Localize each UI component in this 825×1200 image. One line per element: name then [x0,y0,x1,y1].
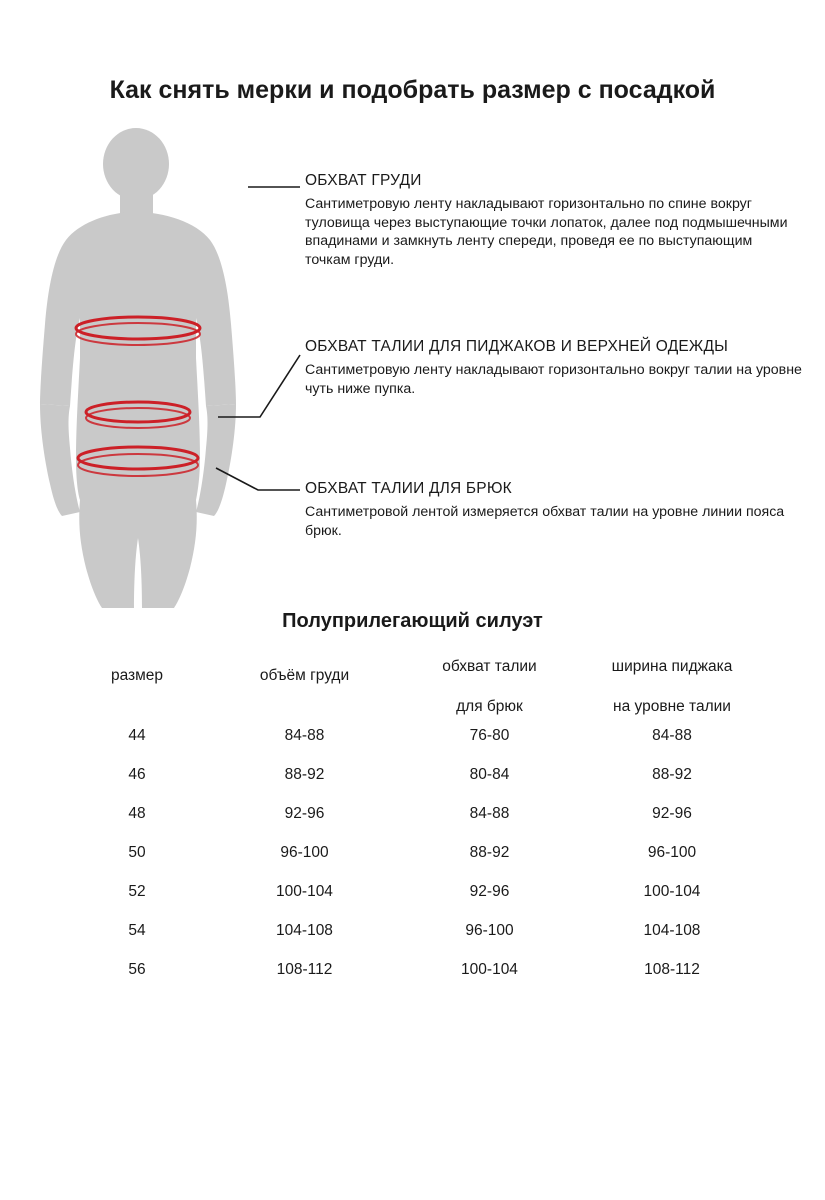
cell-jacket: 100-104 [643,882,701,900]
callout-chest-body: Сантиметровую ленту накладывают горизонтально по спине вокруг туловища через выступающие точки лопаток, далее под подмышечными впадинами и замкнуть ленту спереди, проведя ее по выступающим точкам груди. [305,196,788,269]
cell-waist: 92-96 [469,882,510,900]
cell-chest: 88-92 [284,765,325,783]
callout-trouser-waist-title: ОБХВАТ ТАЛИИ ДЛЯ БРЮК [305,480,512,497]
cell-waist: 84-88 [469,804,510,822]
cell-jacket: 92-96 [652,804,692,822]
cell-jacket: 84-88 [652,726,692,744]
table-row [62,950,762,989]
table-header-jacket-line2: на уровне талии [613,698,731,715]
table-row [62,911,762,950]
cell-chest: 96-100 [280,843,329,861]
callout-jacket-waist [305,338,805,398]
callout-trouser-waist-body: Сантиметровой лентой измеряется обхват талии на уровне линии пояса брюк. [305,504,785,539]
size-table [62,658,762,989]
page-title: Как снять мерки и подобрать размер с посадкой [109,76,716,104]
callout-jacket-waist-body: Сантиметровую ленту накладывают горизонтально вокруг талии на уровне чуть ниже пупка. [305,362,802,397]
cell-size: 46 [128,765,146,783]
cell-chest: 92-96 [284,804,325,822]
cell-size: 52 [128,882,146,900]
figure-body-shape [40,128,236,608]
table-row [62,872,762,911]
table-header-size [62,658,212,716]
table-header-chest [212,658,397,716]
cell-chest: 100-104 [276,882,333,900]
callout-chest-title: ОБХВАТ ГРУДИ [305,172,422,189]
cell-size: 44 [128,726,146,744]
cell-chest: 108-112 [276,960,333,978]
callout-chest [305,172,795,270]
cell-jacket: 96-100 [647,843,697,861]
table-row [62,794,762,833]
callout-trouser-waist [305,480,795,540]
cell-jacket: 108-112 [644,960,700,978]
cell-waist: 88-92 [469,843,510,861]
table-header-waist-line2: для брюк [456,698,523,715]
table-row [62,833,762,872]
table-row [62,755,762,794]
cell-waist: 76-80 [469,726,510,744]
table-header-size-line1: размер [110,667,164,684]
cell-chest: 84-88 [284,726,325,744]
table-header-waist [397,658,582,716]
cell-jacket: 88-92 [652,765,692,783]
cell-size: 48 [128,804,146,822]
cell-chest: 104-108 [276,921,333,939]
table-header-jacket-line1: ширина пиджака [611,658,733,675]
table-header-jacket [582,658,762,716]
table-row [62,716,762,755]
cell-jacket: 104-108 [643,921,701,939]
table-header-chest-line1: объём груди [259,667,350,684]
cell-waist: 80-84 [469,765,510,783]
cell-size: 56 [128,960,146,978]
cell-waist: 100-104 [461,960,518,978]
cell-waist: 96-100 [465,921,514,939]
cell-size: 50 [128,843,146,861]
table-header-waist-line1: обхват талии [442,658,537,675]
body-figure [18,128,288,608]
cell-size: 54 [128,921,146,939]
size-table-title: Полуприлегающий силуэт [282,610,543,632]
table-header-row [62,658,762,716]
callout-jacket-waist-title: ОБХВАТ ТАЛИИ ДЛЯ ПИДЖАКОВ И ВЕРХНЕЙ ОДЕЖДЫ [305,338,729,355]
